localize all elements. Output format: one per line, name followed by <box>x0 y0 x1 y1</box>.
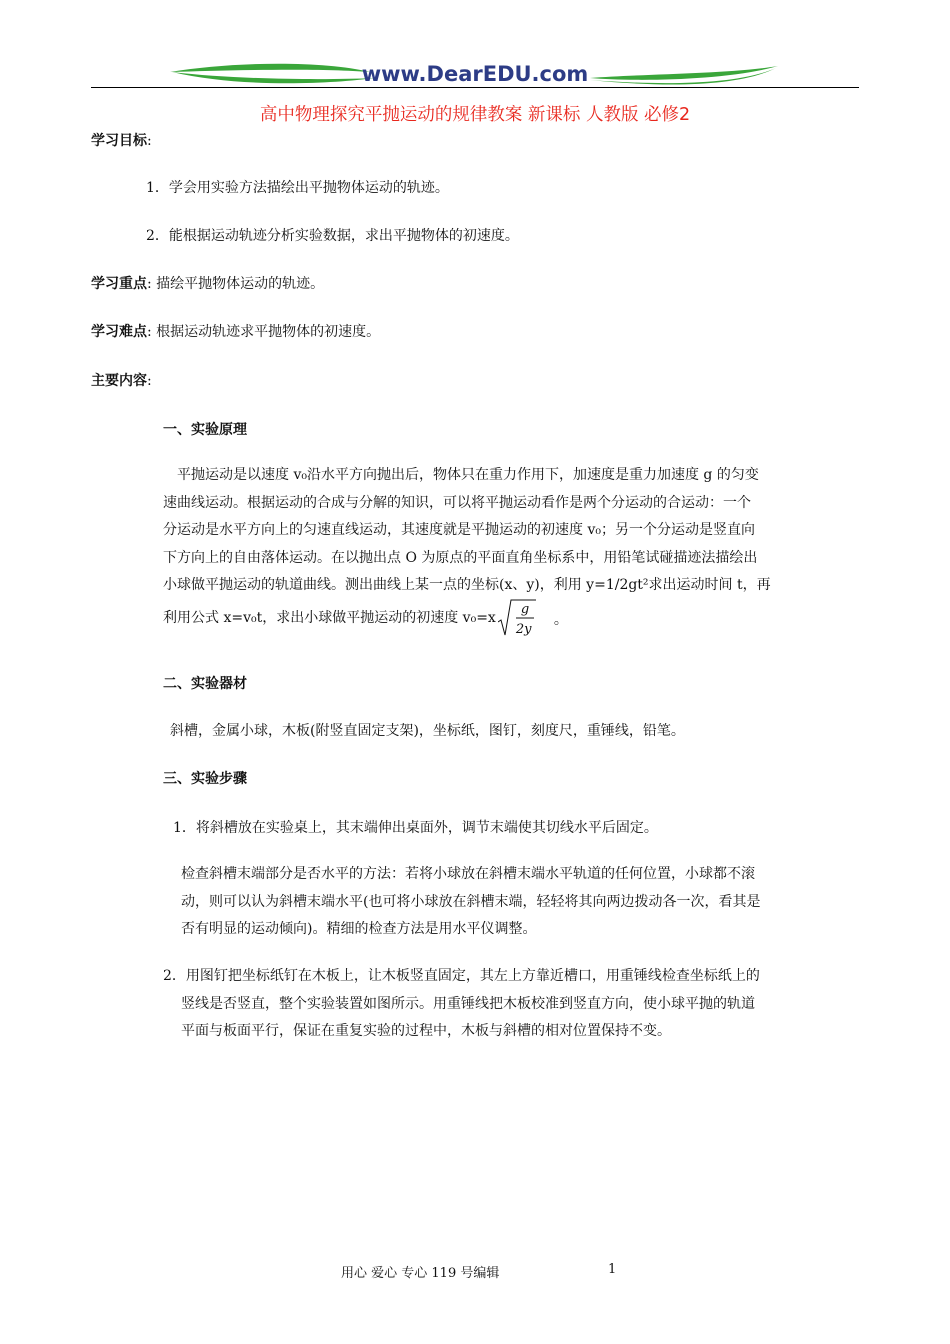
formula-suffix: 。 <box>553 612 568 628</box>
header-rule <box>91 87 859 88</box>
focus-text: : 描绘平抛物体运动的轨迹。 <box>147 276 325 292</box>
site-logo-text[interactable]: www.DearEDU.com <box>361 62 589 86</box>
main-content-colon: : <box>147 373 152 389</box>
objectives-heading <box>91 131 152 151</box>
footer-text: 用心 爱心 专心 119 号编辑 <box>341 1266 500 1281</box>
step2-line-3: 平面与板面平行，保证在重复实验的过程中，木板与斜槽的相对位置保持不变。 <box>181 1023 671 1039</box>
step2-line-1: 2．用图钉把坐标纸钉在木板上，让木板竖直固定，其左上方靠近槽口，用重锤线检查坐标纸上的 <box>163 968 760 984</box>
page-number: 1 <box>608 1262 617 1277</box>
section2-heading: 二、实验器材 <box>163 676 247 692</box>
objectives-colon: : <box>147 133 152 149</box>
difficulty-line <box>91 322 380 342</box>
section1-line-5: 小球做平抛运动的轨道曲线。测出曲线上某一点的坐标(x、y)，利用 y=1/2gt²求出运动时间 t，再 <box>163 577 771 593</box>
section1-line-4: 下方向上的自由落体运动。在以抛出点 O 为原点的平面直角坐标系中，用铅笔试碰描迹法描绘出 <box>163 549 758 566</box>
check-line-1: 检查斜槽末端部分是否水平的方法：若将小球放在斜槽末端水平轨道的任何位置，小球都不滚 <box>181 866 755 882</box>
section2-text: 斜槽，金属小球，木板(附竖直固定支架)，坐标纸，图钉，刻度尺，重锤线，铅笔。 <box>170 723 685 739</box>
objective-item-1: 1．学会用实验方法描绘出平抛物体运动的轨迹。 <box>146 180 449 196</box>
formula-denominator: 2y <box>515 622 532 637</box>
sqrt-formula <box>498 600 568 636</box>
check-line-3: 否有明显的运动倾向)。精细的检查方法是用水平仪调整。 <box>181 921 537 937</box>
check-line-2: 动，则可以认为斜槽末端水平(也可将小球放在斜槽末端，轻轻将其向两边拨动各一次，看其是 <box>181 893 761 910</box>
formula-prefix: 利用公式 x=v₀t，求出小球做平抛运动的初速度 v₀=x <box>163 610 496 626</box>
main-content-heading <box>91 371 152 391</box>
step2-line-2: 竖线是否竖直，整个实验装置如图所示。用重锤线把木板校准到竖直方向，使小球平抛的轨道 <box>181 995 755 1012</box>
section1-line-3: 分运动是水平方向上的匀速直线运动，其速度就是平抛运动的初速度 v₀；另一个分运动是竖直向 <box>163 522 755 538</box>
section1-body <box>163 462 863 600</box>
difficulty-label: 学习难点 <box>91 324 147 340</box>
check-paragraph <box>181 861 861 944</box>
page-title: 高中物理探究平抛运动的规律教案 新课标 人教版 必修2 <box>259 105 691 125</box>
main-content-label: 主要内容 <box>91 373 147 389</box>
section1-line-2: 速曲线运动。根据运动的合成与分解的知识，可以将平抛运动看作是两个分运动的合运动：一个 <box>163 494 751 511</box>
focus-line <box>91 274 324 294</box>
step-1: 1．将斜槽放在实验桌上，其末端伸出桌面外，调节末端使其切线水平后固定。 <box>173 820 658 836</box>
objectives-label: 学习目标 <box>91 133 147 149</box>
formula-line <box>163 598 568 638</box>
section3-heading: 三、实验步骤 <box>163 771 247 787</box>
step-2 <box>163 963 863 1046</box>
objective-item-2: 2．能根据运动轨迹分析实验数据，求出平抛物体的初速度。 <box>146 228 519 244</box>
section1-heading: 一、实验原理 <box>163 422 247 438</box>
difficulty-text: : 根据运动轨迹求平抛物体的初速度。 <box>147 324 381 340</box>
section1-line-1: 平抛运动是以速度 v₀沿水平方向抛出后，物体只在重力作用下，加速度是重力加速度 g 的匀变 <box>177 467 759 483</box>
formula-numerator: g <box>520 602 530 617</box>
focus-label: 学习重点 <box>91 276 147 292</box>
